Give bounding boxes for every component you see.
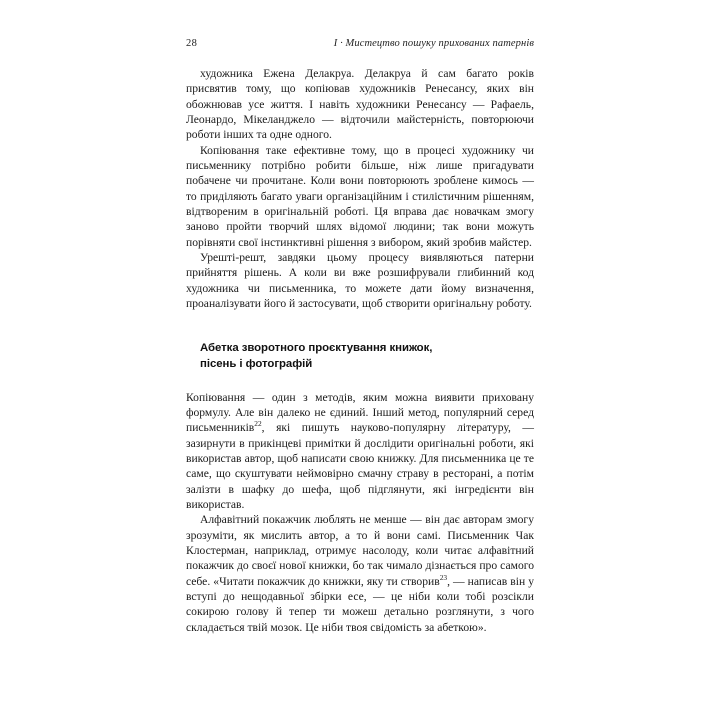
running-header-title: I · Мистецтво пошуку прихованих патернів <box>333 38 534 49</box>
section-heading-line-2: пісень і фотографій <box>200 358 313 370</box>
text-column <box>186 66 534 635</box>
paragraph-3: Урешті-решт, завдяки цьому процесу виявляються патерни прийняття рішень. А коли ви вже розшифрували глибинний код художника чи письменника, то можете дати йому визначення, проаналізувати його й застосувати, щоб створити оригінальну роботу. <box>186 251 534 311</box>
paragraph-5 <box>186 512 534 635</box>
paragraph-2: Копіювання таке ефективне тому, що в процесі художнику чи письменнику потрібно робити більше, ніж лише пригадувати побачене чи прочитане. Коли вони повторюють зроблене кимось — то приділяють багато уваги організаційним і стилістичним рішенням, відтвореним в оригінальній роботі. Ця вправа дає новачкам змогу заново пройти творчий шлях відомої людини; так вони можуть порівняти свої інстинктивні рішення з вибором, який зробив майстер. <box>186 143 534 249</box>
paragraph-1: художника Ежена Делакруа. Делакруа й сам багато років присвятив тому, що копіював художників Ренесансу, яких він обожнював усе життя. І навіть художники Ренесансу — Рафаель, Леонардо, Мікеланджело — відточили майстерність, повторюючи роботи інших та одне одного. <box>186 67 534 142</box>
section-heading-line-1: Абетка зворотного проєктування книжок, <box>200 341 433 354</box>
running-header <box>186 38 534 49</box>
section-heading <box>186 340 534 373</box>
heading-spacer-below <box>186 373 534 390</box>
paragraph-5-text-after-footnote: , — написав він у вступі до нещодавньої збірки есе, — це ніби коли тобі розсікли сокирою голову й тепер ти можеш детально розглянути, з чого складається твій мозок. Це ніби твоя свідомість за абеткою». <box>186 574 534 634</box>
paragraph-4 <box>186 390 534 513</box>
page-number: 28 <box>186 38 198 49</box>
paragraph-5-text-before-footnote: Алфавітний покажчик люблять не менше — він дає авторам змогу зрозуміти, як мислить автор, а то й вони самі. Письменник Чак Клостерман, наприклад, отримує насолоду, коли читає алфавітний покажчик до своєї нової книжки, бо так чимало дізнається про самого себе. «Читати покажчик до книжки, яку ти створив <box>186 513 534 588</box>
footnote-marker-22: 22 <box>254 419 262 429</box>
paragraph-4-text-before-footnote: Копіювання — один з методів, яким можна виявити приховану формулу. Але він далеко не єдиний. Інший метод, популярний серед письменників <box>186 390 534 435</box>
footnote-marker-23: 23 <box>439 572 448 582</box>
heading-spacer-above <box>186 312 534 340</box>
paragraph-4-text-after-footnote: , які пишуть науково-популярну літературу, — зазирнути в прикінцеві примітки й дослідити оригінальні роботи, які використав автор, щоб написати свою книжку. Для письменника це те саме, що скуштувати неймовірно смачну страву в ресторані, а потім залізти в шафку до шефа, щоб підглянути, які інгредієнти він використав. <box>186 421 534 511</box>
